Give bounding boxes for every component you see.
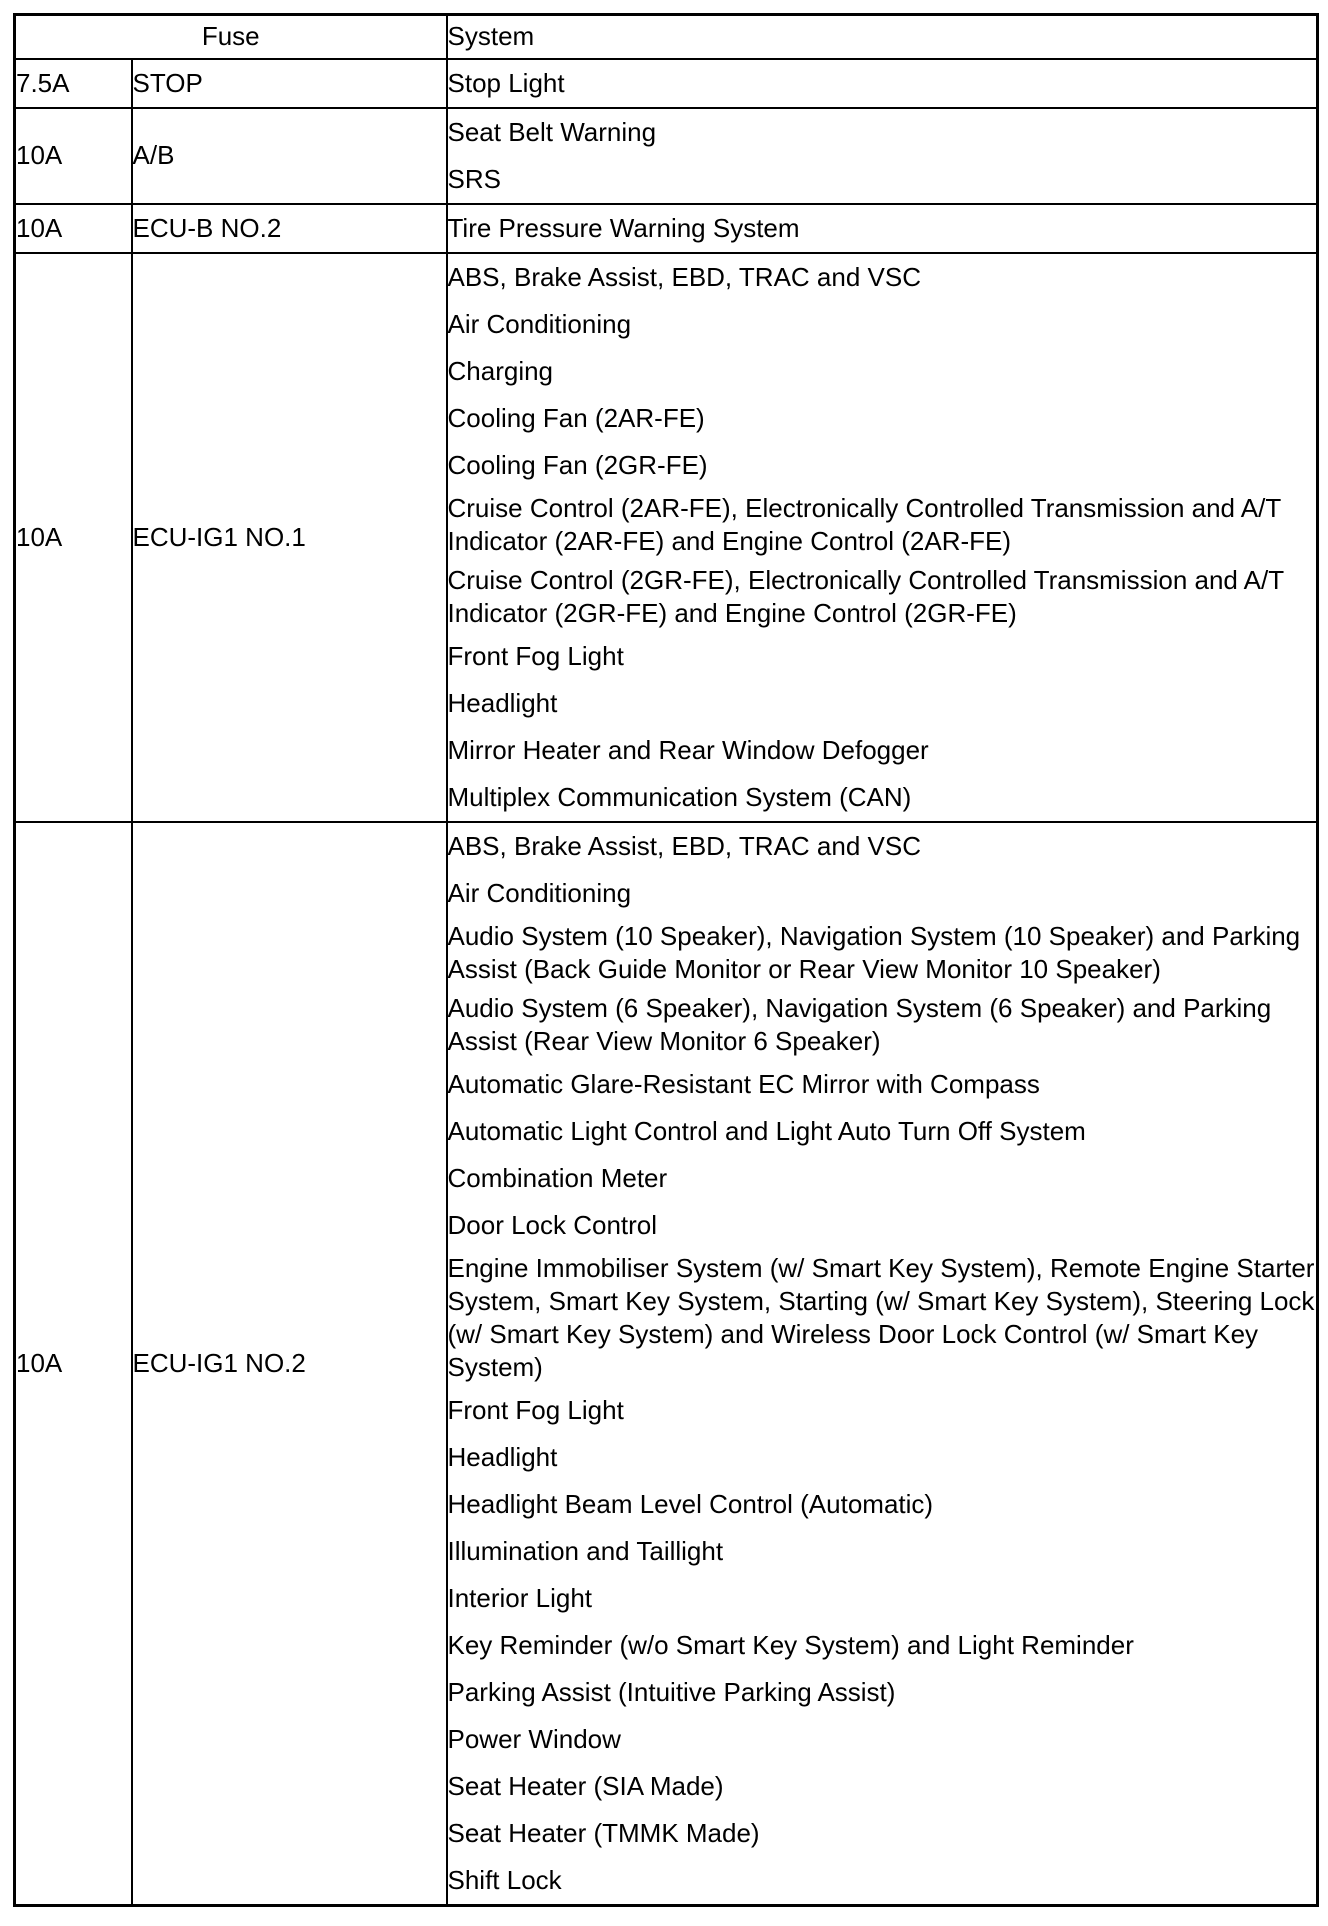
system-item: Seat Heater (TMMK Made)	[447, 1817, 760, 1848]
fuse-amperage: 10A	[15, 253, 132, 822]
fuse-row	[15, 822, 1318, 1906]
system-item: Air Conditioning	[447, 877, 632, 908]
fuse-row	[15, 204, 1318, 253]
fuse-row	[15, 253, 1318, 822]
system-item: Audio System (6 Speaker), Navigation System (6 Speaker) and Parking Assist (Rear View Monitor 6 Speaker)	[447, 992, 1272, 1056]
system-item: Tire Pressure Warning System	[447, 212, 800, 243]
fuse-systems	[447, 822, 1318, 1906]
system-item: ABS, Brake Assist, EBD, TRAC and VSC	[447, 830, 921, 861]
system-item: Headlight	[447, 1441, 558, 1472]
fuse-table	[13, 13, 1319, 1907]
fuse-amperage: 10A	[15, 204, 132, 253]
fuse-systems	[447, 253, 1318, 822]
system-item: Cooling Fan (2GR-FE)	[447, 449, 708, 480]
system-item: Headlight Beam Level Control (Automatic)	[447, 1488, 934, 1519]
fuse-systems	[447, 59, 1318, 108]
fuse-name: STOP	[132, 59, 447, 108]
system-item: ABS, Brake Assist, EBD, TRAC and VSC	[447, 261, 921, 292]
fuse-table-body	[15, 59, 1318, 1906]
system-item: Stop Light	[447, 67, 565, 98]
system-item: Audio System (10 Speaker), Navigation System (10 Speaker) and Parking Assist (Back Guide Monitor or Rear View Monitor 10 Speaker)	[447, 920, 1301, 984]
system-item: Headlight	[447, 687, 558, 718]
fuse-systems	[447, 204, 1318, 253]
system-item: Air Conditioning	[447, 308, 632, 339]
fuse-name: ECU-B NO.2	[132, 204, 447, 253]
system-item: Charging	[447, 355, 554, 386]
fuse-name: ECU-IG1 NO.2	[132, 822, 447, 1906]
system-item: Cruise Control (2GR-FE), Electronically Controlled Transmission and A/T Indicator (2GR-FE) and Engine Control (2GR-FE)	[447, 564, 1284, 628]
system-item: Engine Immobiliser System (w/ Smart Key System), Remote Engine Starter System, Smart Key System, Starting (w/ Smart Key System), Steering Lock (w/ Smart Key System) and Wireless Door Lock Control (w/ Smart Key System)	[447, 1252, 1315, 1382]
fuse-row	[15, 59, 1318, 108]
system-item: Interior Light	[447, 1582, 593, 1613]
system-item: Parking Assist (Intuitive Parking Assist)	[447, 1676, 896, 1707]
header-system: System	[447, 15, 1318, 59]
system-item: Illumination and Taillight	[447, 1535, 724, 1566]
fuse-row	[15, 108, 1318, 204]
system-item: SRS	[447, 163, 501, 194]
system-item: Multiplex Communication System (CAN)	[447, 781, 912, 812]
fuse-name: A/B	[132, 108, 447, 204]
system-item: Cooling Fan (2AR-FE)	[447, 402, 705, 433]
system-item: Seat Belt Warning	[447, 116, 657, 147]
system-item: Automatic Light Control and Light Auto Turn Off System	[447, 1115, 1086, 1146]
system-item: Front Fog Light	[447, 640, 624, 671]
system-item: Door Lock Control	[447, 1209, 658, 1240]
system-item: Power Window	[447, 1723, 621, 1754]
fuse-amperage: 10A	[15, 822, 132, 1906]
system-item: Seat Heater (SIA Made)	[447, 1770, 724, 1801]
system-item: Key Reminder (w/o Smart Key System) and Light Reminder	[447, 1629, 1134, 1660]
system-item: Mirror Heater and Rear Window Defogger	[447, 734, 929, 765]
fuse-amperage: 10A	[15, 108, 132, 204]
header-fuse: Fuse	[15, 15, 447, 59]
system-item: Automatic Glare-Resistant EC Mirror with Compass	[447, 1068, 1040, 1099]
fuse-systems	[447, 108, 1318, 204]
system-item: Combination Meter	[447, 1162, 668, 1193]
fuse-amperage: 7.5A	[15, 59, 132, 108]
system-item: Cruise Control (2AR-FE), Electronically Controlled Transmission and A/T Indicator (2AR-FE) and Engine Control (2AR-FE)	[447, 492, 1281, 556]
fuse-name: ECU-IG1 NO.1	[132, 253, 447, 822]
system-item: Front Fog Light	[447, 1394, 624, 1425]
system-item: Shift Lock	[447, 1864, 562, 1895]
header-row	[15, 15, 1318, 59]
